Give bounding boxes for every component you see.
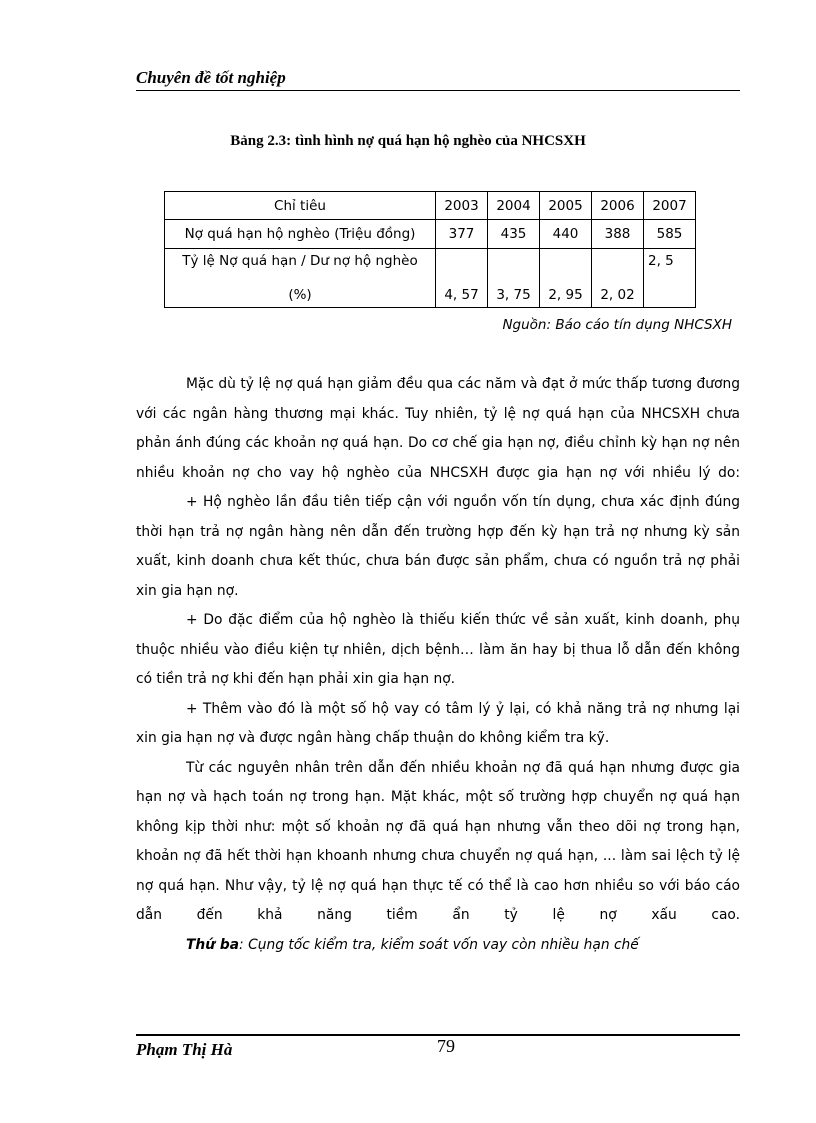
year-header: 2005 bbox=[540, 192, 592, 220]
table-cell: 377 bbox=[436, 220, 488, 249]
table-cell: 388 bbox=[592, 220, 644, 249]
table-cell bbox=[488, 249, 540, 308]
section-heading bbox=[136, 931, 740, 961]
table-row bbox=[165, 249, 696, 308]
table-row bbox=[165, 220, 696, 249]
paragraph: + Thêm vào đó là một số hộ vay có tâm lý ỷ lại, có khả năng trả nợ nhưng lại xin gia hạn nợ và được ngân hàng chấp thuận do không kiểm tra kỹ. bbox=[136, 700, 740, 746]
cell-value: 2, 5 bbox=[648, 253, 674, 269]
body-text bbox=[136, 370, 740, 960]
table-header-label: Chỉ tiêu bbox=[165, 192, 436, 220]
table-cell bbox=[436, 249, 488, 308]
cell-value: 2, 95 bbox=[548, 287, 583, 303]
table-cell bbox=[592, 249, 644, 308]
paragraph: + Do đặc điểm của hộ nghèo là thiếu kiến thức về sản xuất, kinh doanh, phụ thuộc nhiều vào điều kiện tự nhiên, dịch bệnh… làm ăn hay bị thua lỗ dẫn đến không có tiền trả nợ khi đến hạn phải xin gia hạn nợ. bbox=[136, 612, 740, 687]
page-number: 79 bbox=[437, 1036, 455, 1056]
row-label-line: Tỷ lệ Nợ quá hạn / Dư nợ hộ nghèo bbox=[182, 253, 418, 269]
paragraph: + Hộ nghèo lần đầu tiên tiếp cận với nguồn vốn tín dụng, chưa xác định đúng thời hạn trả nợ ngân hàng nên dẫn đến trường hợp đến kỳ hạn trả nợ nhưng kỳ sản xuất, kinh doanh chưa kết thúc, chưa bán được sản phẩm, chưa có nguồn trả nợ phải xin gia hạn nợ. bbox=[136, 494, 740, 599]
table-cell bbox=[540, 249, 592, 308]
table-source-note: Nguồn: Báo cáo tín dụng NHCSXH bbox=[502, 317, 732, 333]
overdue-debt-table bbox=[164, 191, 696, 308]
cell-value: 3, 75 bbox=[496, 287, 531, 303]
row-label-line: (%) bbox=[288, 287, 312, 303]
document-header-title: Chuyên đề tốt nghiệp bbox=[136, 68, 286, 87]
table-caption: Bảng 2.3: tình hình nợ quá hạn hộ nghèo của NHCSXH bbox=[230, 133, 586, 149]
header-divider bbox=[136, 90, 740, 91]
paragraph: Mặc dù tỷ lệ nợ quá hạn giảm đều qua các năm và đạt ở mức thấp tương đương với các ngân hàng thương mại khác. Tuy nhiên, tỷ lệ nợ quá hạn của NHCSXH chưa phản ánh đúng các khoản nợ quá hạn. Do cơ chế gia hạn nợ, điều chỉnh kỳ hạn nợ nên nhiều khoản nợ cho vay hộ nghèo của NHCSXH được gia hạn nợ với nhiều lý do: bbox=[136, 376, 740, 481]
cell-value: 2, 02 bbox=[600, 287, 635, 303]
cell-value: 4, 57 bbox=[444, 287, 479, 303]
year-header: 2006 bbox=[592, 192, 644, 220]
table-header-row bbox=[165, 192, 696, 220]
table-cell bbox=[644, 249, 696, 308]
table-cell: 585 bbox=[644, 220, 696, 249]
section-heading-lead: Thứ ba bbox=[186, 936, 240, 953]
section-heading-text: : Cụng tốc kiểm tra, kiểm soát vốn vay còn nhiều hạn chế bbox=[239, 936, 639, 953]
year-header: 2004 bbox=[488, 192, 540, 220]
row-label: Nợ quá hạn hộ nghèo (Triệu đồng) bbox=[165, 220, 436, 249]
author-name: Phạm Thị Hà bbox=[136, 1040, 233, 1059]
row-label bbox=[165, 249, 436, 308]
table-cell: 435 bbox=[488, 220, 540, 249]
year-header: 2007 bbox=[644, 192, 696, 220]
year-header: 2003 bbox=[436, 192, 488, 220]
table-cell: 440 bbox=[540, 220, 592, 249]
paragraph: Từ các nguyên nhân trên dẫn đến nhiều khoản nợ đã quá hạn nhưng được gia hạn nợ và hạch toán nợ trong hạn. Mặt khác, một số trường hợp chuyển nợ quá hạn không kịp thời như: một số khoản nợ đã quá hạn nhưng vẫn theo dõi nợ trong hạn, khoản nợ đã hết thời hạn khoanh nhưng chưa chuyển nợ quá hạn, ... làm sai lệch tỷ lệ nợ quá hạn. Như vậy, tỷ lệ nợ quá hạn thực tế có thể là cao hơn nhiều so với báo cáo dẫn đến khả năng tiềm ẩn tỷ lệ nợ xấu cao. bbox=[136, 759, 740, 923]
